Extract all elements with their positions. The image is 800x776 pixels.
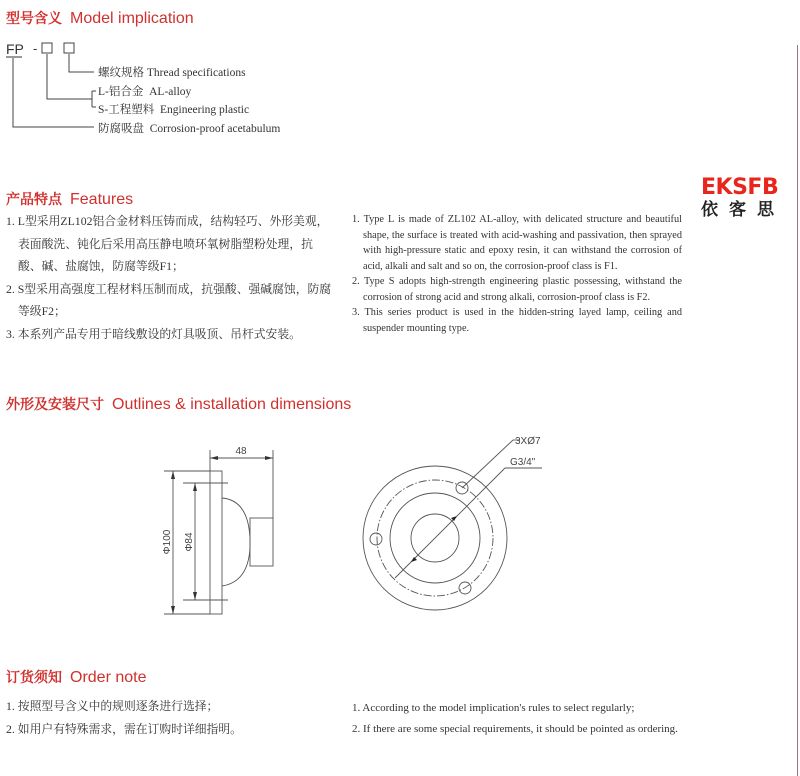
order-note-en-item: 2. If there are some special requirements, it should be pointed as ordering. (352, 723, 678, 735)
arrow (210, 456, 218, 460)
legend-al-alloy-cn: L-铝合金 (98, 86, 144, 98)
model-code-dash: - (33, 41, 38, 56)
feature-en-item: 3. This series product is used in the hidden-string layed lamp, ceiling and suspender mounting type. (352, 307, 682, 334)
arrow (193, 592, 197, 600)
feature-cn-item: 3. 本系列产品专用于暗线敷设的灯具吸顶、吊杆式安装。 (6, 326, 301, 341)
model-implication-title (6, 8, 194, 28)
thread-label: G3/4" (510, 457, 536, 468)
front-view-drawing (350, 420, 570, 640)
order-note-title-en: Order note (70, 669, 147, 686)
legend-plastic (98, 101, 249, 117)
order-note-cn-item: 1. 按照型号含义中的规则逐条进行选择； (6, 699, 219, 713)
legend-thread-en: Thread specifications (146, 67, 246, 79)
arrow (265, 456, 273, 460)
feature-en-item: 1. Type L is made of ZL102 AL-alloy, with delicated structure and beautiful shape, the surface is treated with acid-washing and passivation, then sprayed with high-pressure static and epoxy resin, it can withstand the corrosion of acid, alkali and salt and so on, the corrosion-proof class is F1. (352, 214, 682, 272)
model-code-box-thread (64, 43, 74, 53)
legend-al-alloy (98, 83, 191, 99)
legend-acetabulum-cn: 防腐吸盘 (98, 123, 144, 135)
brand-logo-cn: 依客思 (701, 200, 785, 220)
arrow (451, 516, 457, 521)
legend-acetabulum-en: Corrosion-proof acetabulum (149, 123, 281, 135)
features-list-en (352, 212, 682, 336)
legend-plastic-cn: S-工程塑料 (98, 104, 155, 116)
model-code-prefix: FP (6, 41, 24, 57)
legend-plastic-en: Engineering plastic (159, 104, 250, 116)
order-note-title-cn: 订货须知 (6, 670, 62, 686)
holes-label: 3XØ7 (515, 436, 541, 447)
page-right-border (797, 45, 798, 776)
legend-al-alloy-en: AL-alloy (149, 86, 192, 98)
feature-cn-item: 1. L型采用ZL102铝合金材料压铸而成，结构轻巧、外形美观，表面酸洗、钝化后采用高压静电喷环氧树脂塑粉处理，抗酸、碱、盐腐蚀，防腐等级F1； (6, 214, 329, 273)
arrow (171, 606, 175, 614)
arrow (171, 471, 175, 479)
model-implication-title-en: Model implication (70, 10, 194, 27)
dim-label-48: 48 (235, 446, 247, 457)
legend-acetabulum (98, 120, 280, 136)
side-view-drawing (140, 430, 320, 630)
model-implication-title-cn: 型号含义 (6, 11, 62, 27)
dome-outline (222, 498, 250, 586)
order-note-list-cn (6, 695, 242, 741)
connector-prefix (13, 58, 94, 127)
order-note-list-en (352, 698, 772, 740)
outlines-title (6, 394, 351, 414)
feature-en-item: 2. Type S adopts high-strength engineering plastic possessing, withstand the corrosion of strong acid and strong alkali, corrosion-proof class is F2. (352, 276, 682, 303)
thread-stub-outline (250, 518, 273, 566)
arrow (193, 483, 197, 491)
order-note-cn-item: 2. 如用户有特殊需求，需在订购时详细指明。 (6, 722, 242, 736)
dim-label-phi84: Φ84 (184, 532, 195, 552)
feature-cn-item: 2. S型采用高强度工程材料压制而成，抗强酸、强碱腐蚀，防腐等级F2； (6, 281, 332, 318)
order-note-title (6, 667, 146, 687)
legend-thread (98, 64, 246, 80)
order-note-en-item: 1. According to the model implication's rules to select regularly; (352, 702, 635, 714)
legend-thread-cn: 螺纹规格 (98, 67, 144, 79)
dim-label-phi100: Φ100 (162, 529, 173, 555)
model-code-box-material (42, 43, 52, 53)
mounting-hole (370, 533, 382, 545)
outlines-title-en: Outlines & installation dimensions (112, 396, 352, 413)
features-title-cn: 产品特点 (6, 192, 62, 208)
connector-thread (69, 54, 94, 72)
leader-holes (462, 440, 513, 488)
arrow (411, 557, 417, 562)
features-title-en: Features (70, 191, 134, 208)
flange-outline (210, 471, 222, 614)
features-title (6, 189, 133, 209)
outlines-title-cn: 外形及安装尺寸 (6, 397, 104, 413)
brand-logo-text: EKSFB (701, 175, 779, 200)
features-list-cn (6, 210, 336, 345)
brand-logo (701, 177, 797, 220)
